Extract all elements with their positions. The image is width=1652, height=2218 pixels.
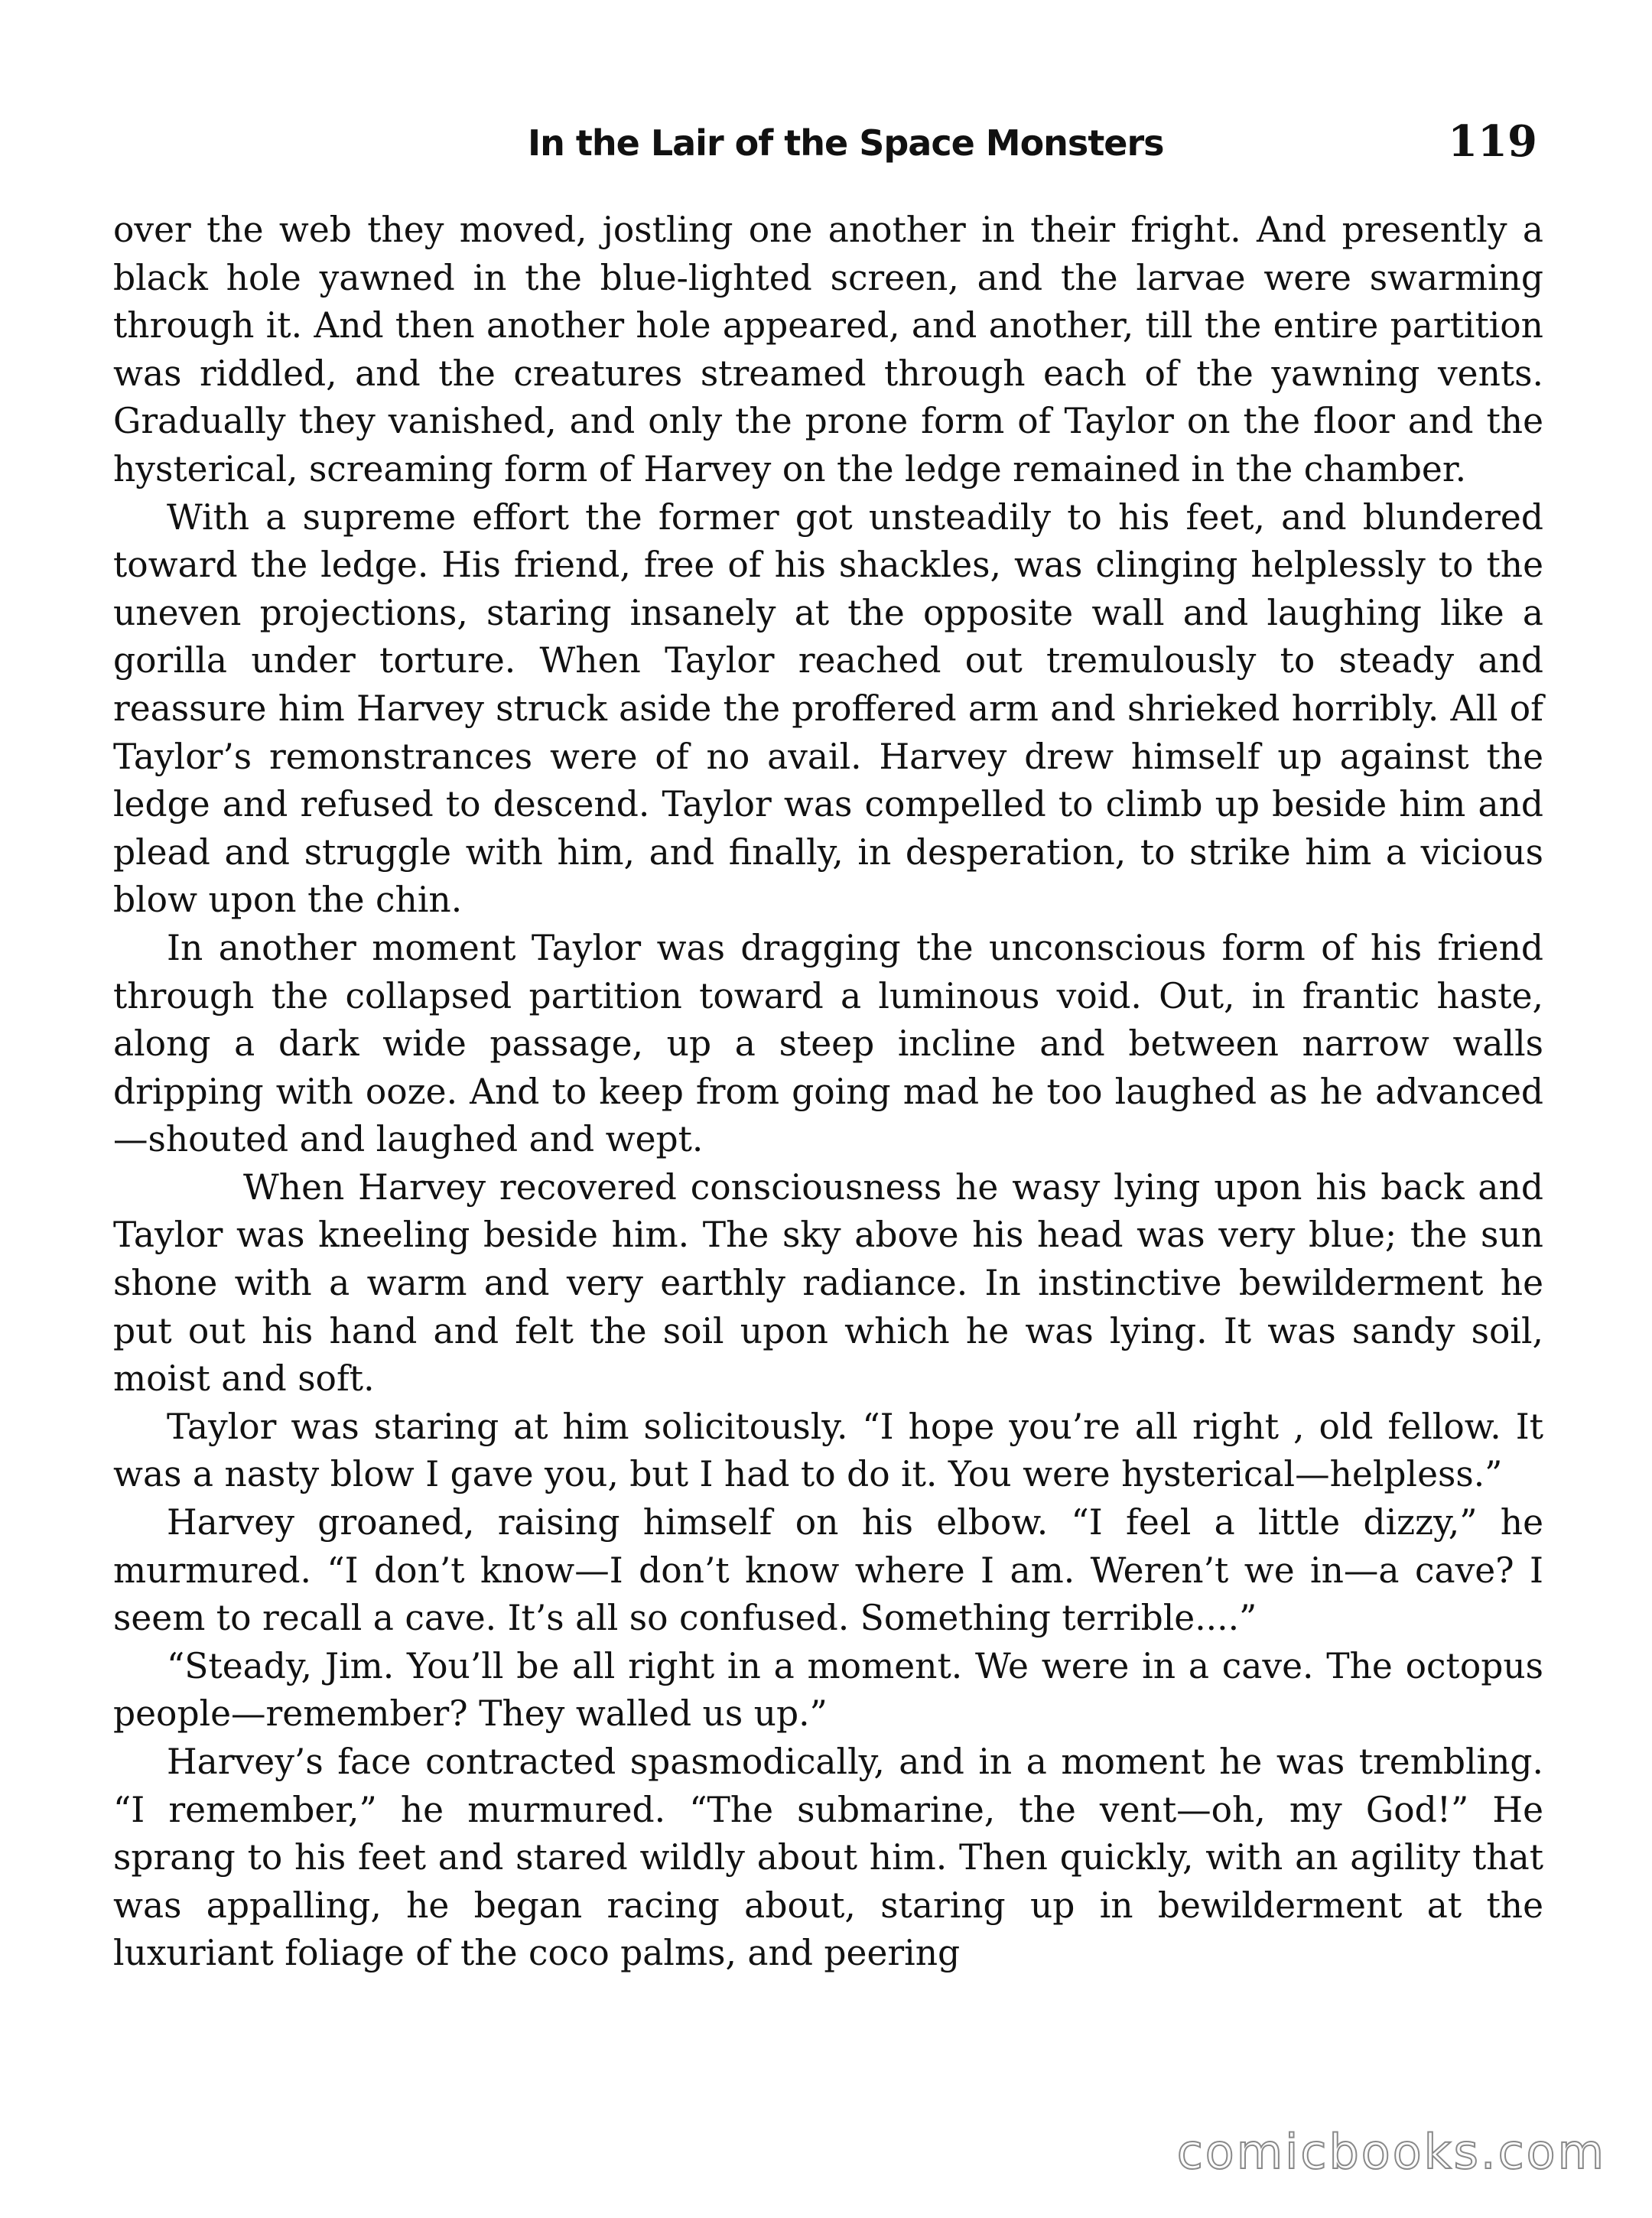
running-head	[528, 116, 1537, 184]
running-title: In the Lair of the Space Monsters	[528, 122, 1164, 164]
paragraph-continuation: over the web they moved, jostling one another in their fright. And presently a black hole yawned in the blue-lighted screen, and the larvae were swarming through it. And then another hole appeared, and another, till the entire partition was riddled, and the creatures streamed through each of the yawning vents. Gradually they vanished, and only the prone form of Taylor on the floor and the hysterical, screaming form of Harvey on the ledge remained in the chamber.	[113, 210, 1543, 489]
paragraph: “Steady, Jim. You’ll be all right in a moment. We were in a cave. The octopus people—remember? They walled us up.”	[113, 1645, 1543, 1735]
body-text	[113, 207, 1543, 1978]
watermark: comicbooks.com	[1176, 2124, 1606, 2180]
paragraph-section-start: When Harvey recovered consciousness he wasy lying upon his back and Taylor was kneeling beside him. The sky above his head was very blue; the sun shone with a warm and very earthly radiance. In instinctive bewilderment he put out his hand and felt the soil upon which he was lying. It was sandy soil, moist and soft.	[113, 1166, 1543, 1400]
paragraph: Harvey’s face contracted spasmodically, and in a moment he was trembling. “I remember,” he murmured. “The submarine, the vent—oh, my God!” He sprang to his feet and stared wildly about him. Then quickly, with an agility that was appalling, he began racing about, staring up in bewilderment at the luxuriant foliage of the coco palms, and peering	[113, 1742, 1543, 1974]
paragraph: Harvey groaned, raising himself on his elbow. “I feel a little dizzy,” he murmured. “I don’t know—I don’t know where I am. Weren’t we in—a cave? I seem to recall a cave. It’s all so confused. Something terrible....”	[113, 1502, 1543, 1639]
paragraph: Taylor was staring at him solicitously. “I hope you’re all right , old fellow. It was a nasty blow I gave you, but I had to do it. You were hysterical—helpless.”	[113, 1406, 1543, 1495]
paragraph: In another moment Taylor was dragging the unconscious form of his friend through the collapsed partition toward a luminous void. Out, in frantic haste, along a dark wide passage, up a steep incline and between narrow walls dripping with ooze. And to keep from going mad he too laughed as he advanced—shouted and laughed and wept.	[113, 927, 1543, 1160]
paragraph: With a supreme effort the former got unsteadily to his feet, and blundered toward the ledge. His friend, free of his shackles, was clinging helplessly to the uneven projections, staring insanely at the opposite wall and laughing like a gorilla under torture. When Taylor reached out tremulously to steady and reassure him Harvey struck aside the proffered arm and shrieked horribly. All of Taylor’s remonstrances were of no avail. Harvey drew himself up against the ledge and refused to descend. Taylor was compelled to climb up beside him and plead and struggle with him, and finally, in desperation, to strike him a vicious blow upon the chin.	[113, 496, 1543, 921]
page-number: 119	[1448, 116, 1537, 167]
